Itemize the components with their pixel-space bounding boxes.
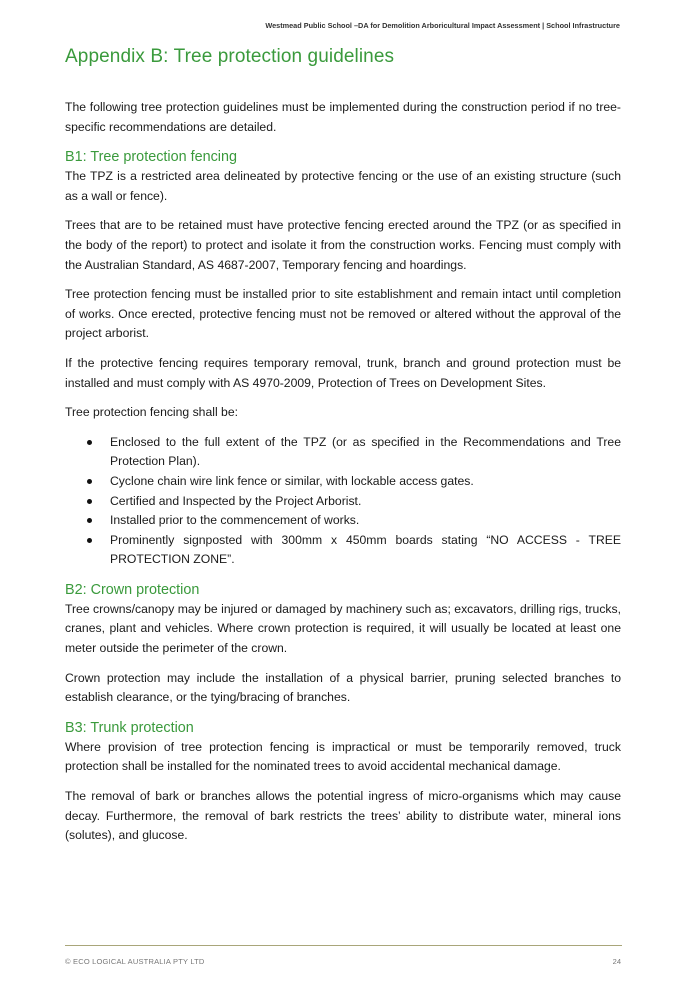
section-heading-b2: B2: Crown protection: [65, 581, 200, 598]
b2-paragraph: Tree crowns/canopy may be injured or damaged by machinery such as; excavators, drilling rigs, trucks, cranes, plant and vehicles. Where crown protection is required, it will usually be located at least one meter outside the perimeter of the crown.: [65, 601, 621, 656]
appendix-title: Appendix B: Tree protection guidelines: [65, 46, 395, 67]
section-heading-b3: B3: Trunk protection: [65, 719, 194, 736]
b1-list-intro: Tree protection fencing shall be:: [65, 405, 238, 420]
list-item: Certified and Inspected by the Project Arborist.: [65, 492, 621, 512]
footer-copyright: © ECO LOGICAL AUSTRALIA PTY LTD: [65, 957, 205, 966]
b1-paragraph: Trees that are to be retained must have protective fencing erected around the TPZ (or as specified in the body of the report) to protect and isolate it from the construction works. Fencing must comply with the Australian Standard, AS 4687-2007, Temporary fencing and hoardings.: [65, 218, 621, 272]
fencing-requirements-list: [65, 433, 621, 570]
page-number: 24: [612, 957, 621, 966]
list-item: Cyclone chain wire link fence or similar, with lockable access gates.: [65, 472, 621, 492]
footer-divider: [65, 945, 622, 946]
b1-paragraph: The TPZ is a restricted area delineated by protective fencing or the use of an existing structure (such as a wall or fence).: [65, 169, 621, 203]
b3-paragraph: Where provision of tree protection fencing is impractical or must be temporarily removed, truck protection shall be installed for the nominated trees to avoid accidental mechanical damage.: [65, 739, 621, 774]
b3-paragraph: The removal of bark or branches allows the potential ingress of micro-organisms which may cause decay. Furthermore, the removal of bark restricts the trees’ ability to distribute water, mineral ions (solutes), and glucose.: [65, 789, 621, 843]
running-header: Westmead Public School –DA for Demolition Arboricultural Impact Assessment | School Infrastructure: [265, 21, 620, 30]
intro-paragraph: The following tree protection guidelines must be implemented during the construction period if no tree-specific recommendations are detailed.: [65, 100, 621, 134]
b2-paragraph: Crown protection may include the installation of a physical barrier, pruning selected branches to establish clearance, or the tying/bracing of branches.: [65, 670, 621, 705]
list-item: Prominently signposted with 300mm x 450mm boards stating “NO ACCESS - TREE PROTECTION ZONE”.: [65, 531, 621, 570]
list-item: Enclosed to the full extent of the TPZ (or as specified in the Recommendations and Tree Protection Plan).: [65, 433, 621, 472]
b1-paragraph: Tree protection fencing must be installed prior to site establishment and remain intact until completion of works. Once erected, protective fencing must not be removed or altered without the approval of the project arborist.: [65, 287, 621, 341]
section-heading-b1: B1: Tree protection fencing: [65, 149, 237, 166]
b1-paragraph: If the protective fencing requires temporary removal, trunk, branch and ground protection must be installed and must comply with AS 4970-2009, Protection of Trees on Development Sites.: [65, 355, 621, 390]
page-body: [65, 98, 621, 856]
list-item: Installed prior to the commencement of works.: [65, 511, 621, 531]
